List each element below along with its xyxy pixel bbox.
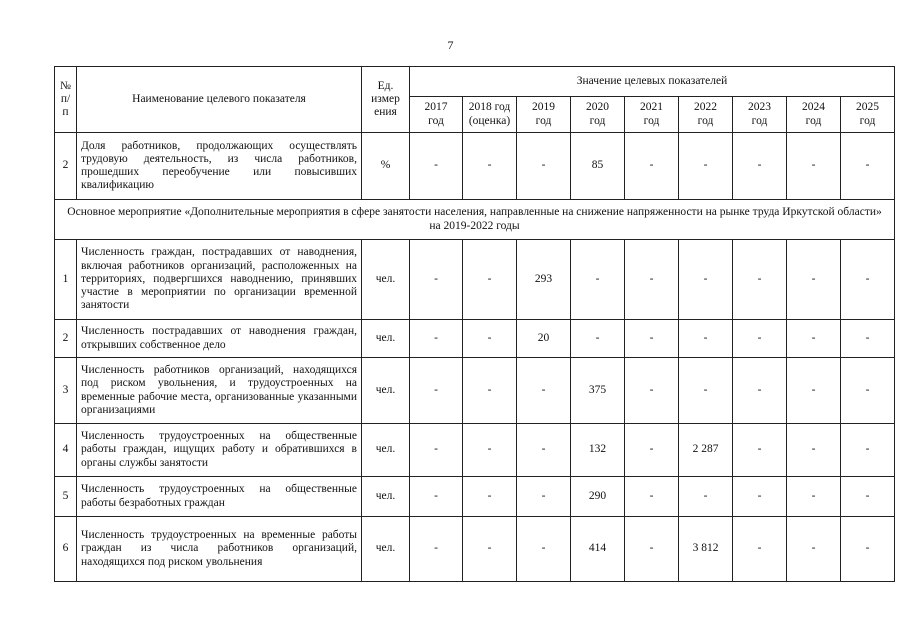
table-row [55, 240, 895, 320]
row-value: - [571, 320, 625, 358]
row-name: Доля работников, продолжающих осуществлять трудовую деятельность, из числа работников, прошедших переобучение или повысивших квалификацию [77, 133, 362, 200]
row-value: 3 812 [679, 517, 733, 582]
row-value: - [517, 133, 571, 200]
section-row [55, 200, 895, 240]
row-name: Численность трудоустроенных на общественные работы безработных граждан [77, 477, 362, 517]
row-name: Численность пострадавших от наводнения граждан, открывших собственное дело [77, 320, 362, 358]
row-value: - [733, 133, 787, 200]
row-value: - [625, 133, 679, 200]
row-value: - [517, 517, 571, 582]
header-year [841, 97, 895, 133]
header-year-line1: 2019 [532, 101, 555, 114]
row-number: 6 [55, 517, 77, 582]
row-value: - [679, 477, 733, 517]
header-year-line2: год [643, 114, 660, 127]
row-unit: чел. [362, 240, 410, 320]
row-value: - [787, 517, 841, 582]
header-year-line2: год [805, 114, 822, 127]
row-value: 85 [571, 133, 625, 200]
row-value: - [733, 240, 787, 320]
row-value: - [787, 240, 841, 320]
row-value: - [410, 424, 463, 477]
row-value: - [463, 133, 517, 200]
row-value: - [463, 517, 517, 582]
row-value: - [410, 477, 463, 517]
row-value: - [410, 320, 463, 358]
header-year-line2: год [859, 114, 876, 127]
header-year [410, 97, 463, 133]
header-year [463, 97, 517, 133]
row-unit: чел. [362, 424, 410, 477]
row-value: 414 [571, 517, 625, 582]
row-number: 2 [55, 320, 77, 358]
header-year-line1: 2020 [586, 101, 609, 114]
row-value: - [410, 240, 463, 320]
row-value: - [733, 320, 787, 358]
header-year-line1: 2025 [856, 101, 880, 114]
header-year-line1: 2024 [802, 101, 825, 114]
row-value: - [679, 358, 733, 424]
row-value: 293 [517, 240, 571, 320]
table-row [55, 517, 895, 582]
table-row [55, 320, 895, 358]
row-value: - [733, 424, 787, 477]
row-value: 375 [571, 358, 625, 424]
row-value: - [841, 477, 895, 517]
header-year [733, 97, 787, 133]
header-year-line2: год [751, 114, 768, 127]
header-year-line2: год [589, 114, 606, 127]
row-name: Численность трудоустроенных на временные работы граждан из числа работников организаций, находящихся под риском увольнения [77, 517, 362, 582]
row-value: - [733, 358, 787, 424]
row-value: - [787, 477, 841, 517]
row-name: Численность граждан, пострадавших от наводнения, включая работников организаций, расположенных на территориях, подвергшихся наводнению, принявших участие в мероприятии по организации временной занятости [77, 240, 362, 320]
header-year [625, 97, 679, 133]
row-value: - [410, 517, 463, 582]
header-year-line1: 2023 [748, 101, 771, 114]
header-year-line1: 2022 [694, 101, 717, 114]
table-row [55, 358, 895, 424]
row-value: - [841, 358, 895, 424]
header-year-line2: год [428, 114, 444, 127]
row-value: - [517, 477, 571, 517]
row-value: - [841, 240, 895, 320]
header-year [787, 97, 841, 133]
row-value: - [787, 133, 841, 200]
row-value: - [625, 358, 679, 424]
indicators-table [54, 66, 895, 582]
row-value: - [787, 320, 841, 358]
row-unit: % [362, 133, 410, 200]
row-value: - [733, 477, 787, 517]
row-value: - [625, 517, 679, 582]
row-value: - [625, 424, 679, 477]
row-value: - [679, 133, 733, 200]
header-name: Наименование целевого показателя [77, 67, 362, 133]
row-name: Численность трудоустроенных на общественные работы граждан, ищущих работу и обратившихся в органы службы занятости [77, 424, 362, 477]
row-value: - [841, 320, 895, 358]
table-row [55, 424, 895, 477]
row-value: - [841, 424, 895, 477]
row-unit: чел. [362, 477, 410, 517]
row-value: - [410, 358, 463, 424]
row-number: 3 [55, 358, 77, 424]
table-row [55, 477, 895, 517]
row-value: - [463, 477, 517, 517]
row-value: 290 [571, 477, 625, 517]
row-number: 2 [55, 133, 77, 200]
row-value: - [571, 240, 625, 320]
row-unit: чел. [362, 517, 410, 582]
header-values: Значение целевых показателей [410, 67, 895, 97]
header-num: № п/п [55, 67, 77, 133]
section-title: Основное мероприятие «Дополнительные мероприятия в сфере занятости населения, направленные на снижение напряженности на рынке труда Иркутской области» на 2019-2022 годы [55, 200, 895, 240]
row-value: - [679, 240, 733, 320]
row-value: - [463, 240, 517, 320]
header-unit: Ед. измер ения [362, 67, 410, 133]
row-value: - [679, 320, 733, 358]
row-name: Численность работников организаций, находящихся под риском увольнения, и трудоустроенных на временные рабочие места, организованные указанными организациями [77, 358, 362, 424]
row-unit: чел. [362, 320, 410, 358]
header-year [679, 97, 733, 133]
header-year-line1: 2017 [424, 101, 448, 114]
row-value: - [841, 517, 895, 582]
row-value: - [787, 358, 841, 424]
row-value: - [625, 240, 679, 320]
row-unit: чел. [362, 358, 410, 424]
row-value: - [463, 358, 517, 424]
header-year-line2: год [535, 114, 552, 127]
header-year-line2: год [697, 114, 714, 127]
row-value: 2 287 [679, 424, 733, 477]
row-value: 132 [571, 424, 625, 477]
row-number: 5 [55, 477, 77, 517]
header-year [571, 97, 625, 133]
header-year-line1: 2018 год [468, 101, 511, 114]
header-year-line2: (оценка) [468, 114, 511, 127]
row-number: 1 [55, 240, 77, 320]
row-value: - [733, 517, 787, 582]
row-value: - [625, 320, 679, 358]
row-number: 4 [55, 424, 77, 477]
header-year-line1: 2021 [640, 101, 663, 114]
row-value: - [787, 424, 841, 477]
row-value: - [463, 320, 517, 358]
row-value: - [463, 424, 517, 477]
row-value: - [410, 133, 463, 200]
row-value: 20 [517, 320, 571, 358]
page-number: 7 [447, 38, 454, 52]
row-value: - [841, 133, 895, 200]
table-row [55, 133, 895, 200]
row-value: - [517, 358, 571, 424]
header-year [517, 97, 571, 133]
row-value: - [517, 424, 571, 477]
row-value: - [625, 477, 679, 517]
